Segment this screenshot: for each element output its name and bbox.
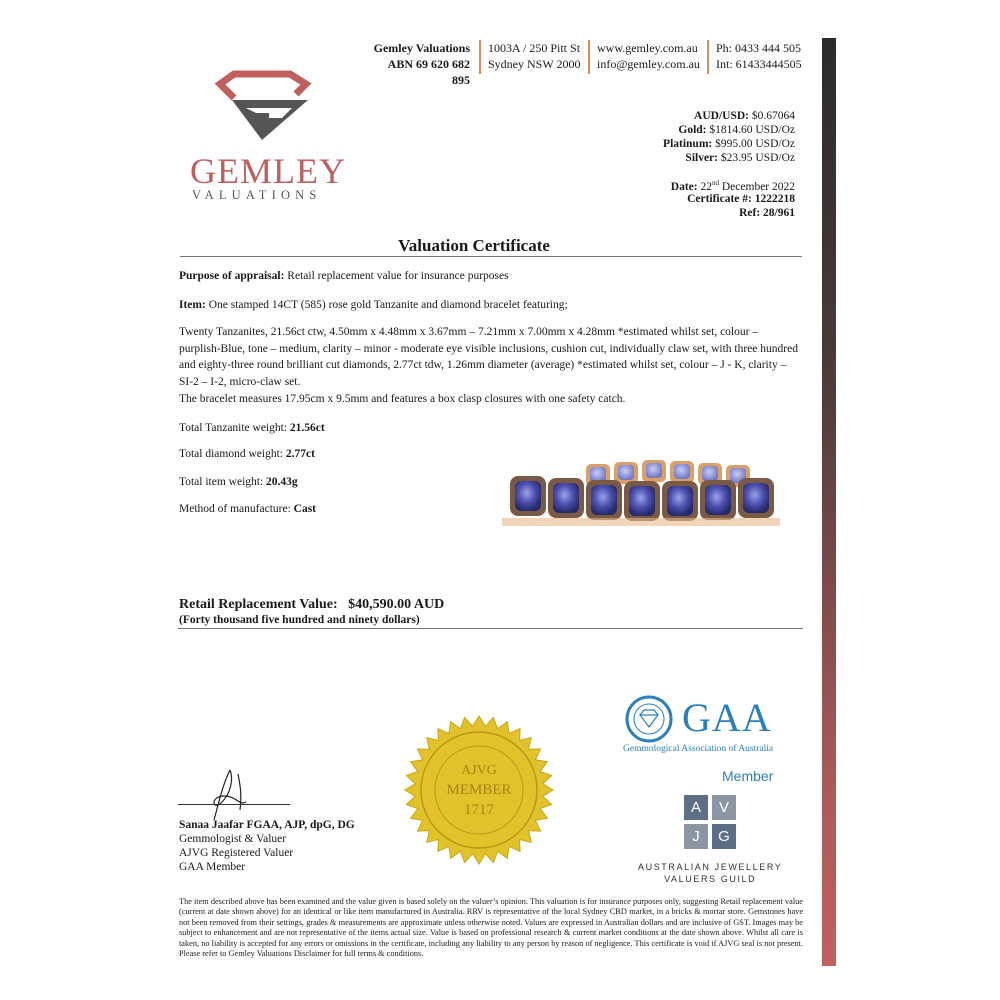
ajvg-letter-j: J bbox=[684, 824, 708, 849]
company-abn: ABN 69 620 682 895 bbox=[387, 57, 470, 87]
rate-silver: Silver: $23.95 USD/Oz bbox=[685, 152, 795, 164]
detail-item-weight: Total item weight: 20.43g bbox=[179, 476, 298, 488]
header-phone-block bbox=[716, 40, 802, 72]
disclaimer-text: The item described above has been examined and the value given is based solely on the valuer’s opinion. This valuation is for insurance purposes only, suggesting Retail replacement value (current at date shown above) for an identical or like item manufactured in Australia. RRV is representative of the local Sydney CBD market, in a bricks & mortar store. Gemstones have not been removed from their settings, grades & measurements are approximate unless otherwise noted. Values are expressed in Australian dollars and are inclusive of GST. Images may be subject to enhancement and are not representative of the items actual size. Value is based on professional research & current market conditions at the date shown above. Whilst all care is taken, no liability is accepted for any errors or omissions in the certificate, including any liability to any person by reason of negligence. This certificate is void if AJVG seal is not present. Please refer to Gemley Valuations Disclaimer for full terms & conditions. bbox=[179, 897, 803, 959]
item-description: Twenty Tanzanites, 21.56ct ctw, 4.50mm x 4.48mm x 3.67mm – 7.21mm x 7.00mm x 4.28mm *estimated whilst set, colour – purplish-Blue, tone – medium, clarity – minor - moderate eye visible inclusions, cushion cut, individually claw set, with three hundred and eighty-three round brilliant cut diamonds, 2.77ct tdw, 1.26mm diameter (average) *estimated whilst set, colour – J - K, clarity – SI-2 – I-2, micro-claw set. bbox=[179, 326, 798, 388]
seal-line1: AJVG bbox=[461, 763, 497, 778]
bracelet-photo bbox=[500, 446, 782, 544]
detail-diamond-weight: Total diamond weight: 2.77ct bbox=[179, 448, 315, 460]
email-link[interactable]: info@gemley.com.au bbox=[597, 57, 700, 71]
ajvg-letter-v: V bbox=[712, 795, 736, 820]
header-address-block bbox=[488, 40, 580, 72]
ajvg-logo bbox=[684, 795, 744, 855]
title-divider bbox=[180, 256, 802, 257]
gaa-wordmark: GAA bbox=[682, 695, 772, 740]
header-divider bbox=[707, 40, 709, 74]
website-link[interactable]: www.gemley.com.au bbox=[597, 41, 698, 55]
company-name: Gemley Valuations bbox=[373, 41, 470, 55]
value-divider bbox=[178, 628, 803, 629]
ajvg-member-seal bbox=[403, 714, 555, 866]
signatory-role2: AJVG Registered Valuer bbox=[179, 847, 294, 859]
rate-aud-usd: AUD/USD: $0.67064 bbox=[694, 110, 795, 122]
detail-tanzanite-weight: Total Tanzanite weight: 21.56ct bbox=[179, 422, 325, 434]
purpose-of-appraisal: Purpose of appraisal: Retail replacement value for insurance purposes bbox=[179, 270, 509, 282]
signatory-name: Sanaa Jaafar FGAA, AJP, dpG, DG bbox=[179, 819, 355, 831]
seal-line2: MEMBER bbox=[446, 782, 512, 798]
gaa-emblem-icon bbox=[623, 695, 675, 743]
retail-replacement-value-words: (Forty thousand five hundred and ninety dollars) bbox=[179, 614, 420, 626]
gemley-diamond-logo-icon bbox=[212, 70, 312, 142]
certificate-number: Certificate #: 1222218 bbox=[687, 193, 795, 205]
detail-manufacture-method: Method of manufacture: Cast bbox=[179, 503, 317, 515]
certificate-ref: Ref: 28/961 bbox=[739, 207, 795, 219]
rate-gold: Gold: $1814.60 USD/Oz bbox=[678, 124, 795, 136]
retail-replacement-value: Retail Replacement Value: $40,590.00 AUD bbox=[179, 597, 445, 612]
header-company-block bbox=[370, 40, 470, 88]
gaa-full-name: Gemmological Association of Australia bbox=[623, 744, 774, 754]
ajvg-name-line2: VALUERS GUILD bbox=[664, 874, 757, 884]
side-color-bar bbox=[822, 38, 836, 966]
address-line1: 1003A / 250 Pitt St bbox=[488, 41, 581, 55]
ajvg-letter-a: A bbox=[684, 795, 708, 820]
ajvg-name-line1: AUSTRALIAN JEWELLERY bbox=[638, 862, 783, 872]
header-divider bbox=[479, 40, 481, 74]
logo-wordmark: GEMLEY bbox=[190, 151, 346, 191]
item-measurements: The bracelet measures 17.95cm x 9.5mm and features a box clasp closures with one safety catch. bbox=[179, 393, 626, 405]
signatory-role3: GAA Member bbox=[179, 861, 246, 873]
signatory-role1: Gemmologist & Valuer bbox=[179, 833, 287, 845]
ajvg-letter-g: G bbox=[712, 824, 736, 849]
intl-phone-number: Int: 61433444505 bbox=[716, 57, 802, 71]
header-web-block bbox=[597, 40, 700, 72]
seal-line3: 1717 bbox=[464, 802, 494, 818]
signature-line bbox=[178, 804, 290, 805]
header-divider bbox=[588, 40, 590, 74]
ajvg-full-name bbox=[638, 861, 782, 885]
item-summary: Item: One stamped 14CT (585) rose gold Tanzanite and diamond bracelet featuring; bbox=[179, 299, 568, 311]
address-line2: Sydney NSW 2000 bbox=[488, 57, 581, 71]
phone-number: Ph: 0433 444 505 bbox=[716, 41, 802, 55]
gaa-member-label: Member bbox=[722, 768, 774, 784]
logo-subtitle: VALUATIONS bbox=[192, 188, 322, 202]
certificate-date: Date: 22nd December 2022 bbox=[670, 179, 795, 193]
rate-platinum: Platinum: $995.00 USD/Oz bbox=[663, 138, 795, 150]
handwritten-signature bbox=[200, 766, 270, 826]
document-title: Valuation Certificate bbox=[398, 236, 550, 255]
